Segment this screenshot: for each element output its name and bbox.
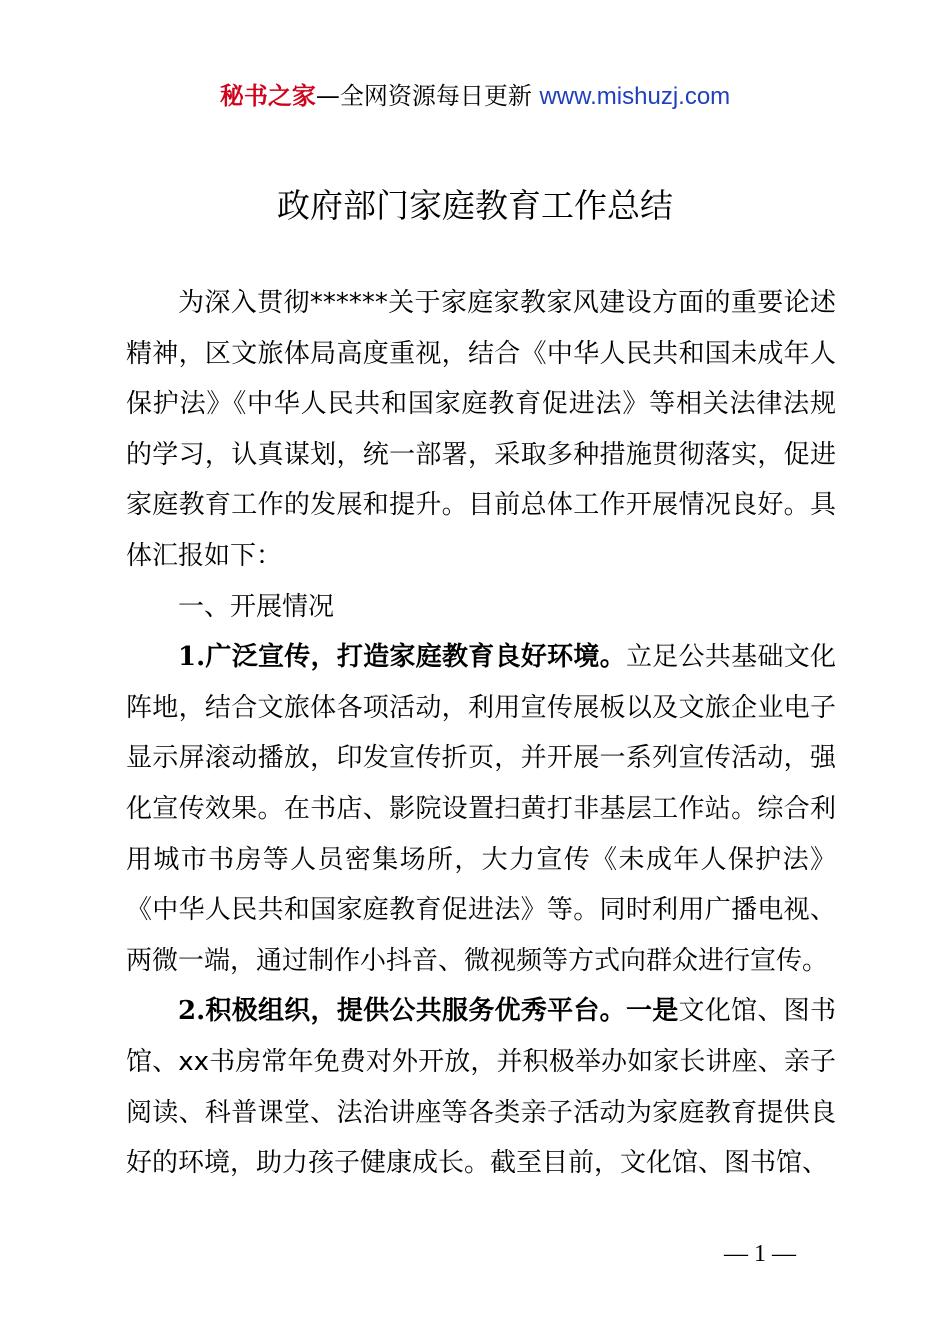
page-number: — 1 — — [724, 1241, 796, 1267]
item-2-lead: 2.积极组织，提供公共服务优秀平台。 — [178, 996, 626, 1027]
item-1-lead: 1.广泛宣传，打造家庭教育良好环境。 — [178, 642, 626, 673]
item-2-text: 文化馆、图书馆、xx书房常年免费对外开放，并积极举办如家长讲座、亲子阅读、科普课堂、法治讲座等各类亲子活动为家庭教育提供良好的环境，助力孩子健康成长。截至目前，文化馆、图书馆、 — [126, 996, 836, 1179]
banner-tagline: —全网资源每日更新 — [315, 82, 540, 110]
site-banner — [0, 80, 950, 113]
document-body — [126, 278, 836, 1189]
brand-name: 秘书之家 — [219, 82, 316, 110]
item-2-sub-lead: 一是 — [625, 996, 679, 1027]
item-2-paragraph — [126, 986, 836, 1188]
site-url: www.mishuzj.com — [539, 83, 731, 110]
document-title: 政府部门家庭教育工作总结 — [277, 186, 673, 225]
item-1-text: 立足公共基础文化阵地，结合文旅体各项活动，利用宣传展板以及文旅企业电子显示屏滚动播放，印发宣传折页，并开展一系列宣传活动，强化宣传效果。在书店、影院设置扫黄打非基层工作站。综合利用城市书房等人员密集场所，大力宣传《未成年人保护法》《中华人民共和国家庭教育促进法》等。同时利用广播电视、两微一端，通过制作小抖音、微视频等方式向群众进行宣传。 — [126, 642, 836, 976]
item-1-paragraph — [126, 632, 836, 986]
section-heading: 一、开展情况 — [178, 591, 335, 622]
intro-paragraph: 为深入贯彻******关于家庭家教家风建设方面的重要论述精神，区文旅体局高度重视，结合《中华人民共和国未成年人保护法》《中华人民共和国家庭教育促进法》等相关法律法规的学习，认真谋划，统一部署，采取多种措施贯彻落实，促进家庭教育工作的发展和提升。目前总体工作开展情况良好。具体汇报如下： — [126, 288, 836, 571]
